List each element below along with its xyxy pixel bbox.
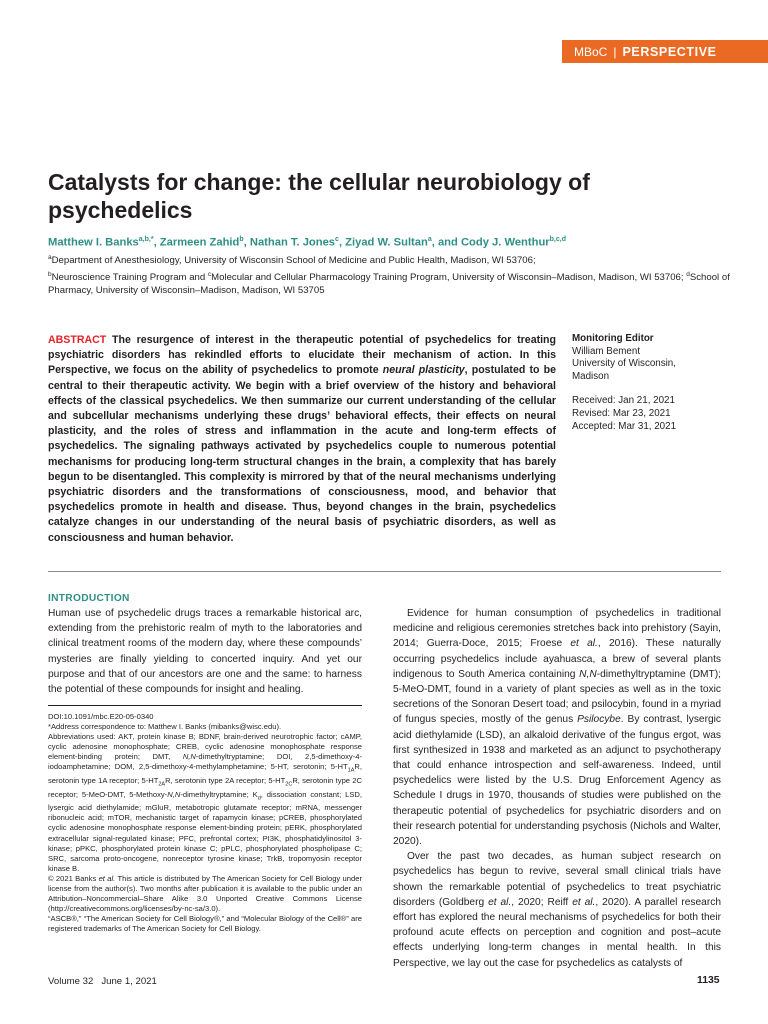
editor-name: William Bement bbox=[572, 345, 641, 357]
affil-text: Molecular and Cellular Pharmacology Training Program, University of Wisconsin–Madison, Madison, WI 53706; bbox=[211, 271, 687, 283]
accepted-date: Accepted: Mar 31, 2021 bbox=[572, 420, 677, 432]
editor-institution: Madison bbox=[572, 370, 610, 382]
correspondence: *Address correspondence to: Matthew I. Banks (mibanks@wisc.edu). bbox=[48, 722, 282, 732]
body-italic: Psilocybe bbox=[577, 714, 621, 726]
abbrev-italic: N,N bbox=[167, 789, 181, 799]
body-text: , 2020). A parallel research effort has explored the neural mechanisms of psychedelics for both their profound acute effects on perception and cognition and post–acute effects underlying long-term changes in mental health. In this Perspective, we lay out the case for psychedelics as catalysts of bbox=[393, 896, 722, 969]
body-text: Over the past two decades, as human subject research on psychedelics has begun to revive, several small clinical trials have shown the remarkable potential of psychedelics to treat psychiatric disorders (Goldberg bbox=[393, 851, 721, 908]
author-list: Matthew I. Banks$^{a,b,*}$, Zarmeen Zahid$^b$, Nathan T. Jones$^c$, Ziyad W. Sultan$^a$, and Cody J. Wenthur$^{b,c,d}$ bbox=[48, 236, 566, 249]
body-column-right bbox=[393, 606, 721, 971]
affil-text: Department of Anesthesiology, University of Wisconsin School of Medicine and Public Health, Madison, WI 53706; bbox=[51, 255, 536, 267]
intro-paragraph: Human use of psychedelic drugs traces a remarkable historical arc, extending from the prehistoric realm of myth to the laboratories and clinical treatment rooms of the modern day, where these compounds’ mysteries are finally yielding to concerted inquiry. And yet our purpose and that of our ancestors are one and the same: to harness the potential of these compounds for insight and healing. bbox=[48, 608, 362, 696]
abstract-text: The resurgence of interest in the therapeutic potential of psychedelics for treating psychiatric disorders has rekindled efforts to elucidate their mechanism of action. In this Perspective, we focus on the ability of psychedelics to promote bbox=[48, 334, 556, 377]
journal-name: MBoC bbox=[574, 44, 608, 59]
author-name: Cody J. Wenthur bbox=[460, 236, 550, 249]
received-date: Received: Jan 21, 2021 bbox=[572, 395, 675, 407]
abbrev-text: R, serotonin type 2A receptor; 5-HT bbox=[165, 776, 286, 786]
affil-mark: b bbox=[48, 270, 52, 278]
abbrev-text: Abbreviations used: AKT, protein kinase B; BDNF, brain-derived neurotrophic factor; cAMP, cyclic adenosine monophosphate; CREB, cyclic adenosine monophosphate response element-binding protein; DMT, bbox=[48, 732, 362, 762]
footnote-divider bbox=[48, 705, 362, 706]
affiliations bbox=[48, 251, 748, 298]
abbrev-sub: 2C bbox=[285, 781, 293, 788]
banner-separator: | bbox=[613, 44, 617, 59]
author-name: Matthew I. Banks bbox=[48, 236, 139, 249]
body-text: , 2016). These naturally occurring psychedelics include ayahuasca, a brew of several plants indigenous to South America containing bbox=[393, 638, 721, 680]
author-name: Nathan T. Jones bbox=[249, 236, 336, 249]
journal-banner bbox=[562, 40, 768, 63]
author-marks: c bbox=[335, 236, 339, 243]
footnotes bbox=[48, 712, 362, 935]
footer-issue bbox=[48, 976, 157, 987]
license-italic: et al. bbox=[98, 873, 116, 883]
monitoring-editor-heading: Monitoring Editor bbox=[572, 333, 654, 344]
abbrev-text: R, serotonin type 1A receptor; 5-HT bbox=[48, 762, 362, 786]
article-type: PERSPECTIVE bbox=[622, 44, 717, 59]
body-italic: et al. bbox=[570, 638, 598, 650]
author-name: Ziyad W. Sultan bbox=[345, 236, 428, 249]
doi: DOI:10.1091/mbc.E20-05-0340 bbox=[48, 712, 154, 721]
abbrev-italic: N,N bbox=[182, 752, 196, 762]
abbrev-sub: 2A bbox=[158, 781, 166, 788]
editor-institution: University of Wisconsin, bbox=[572, 358, 676, 370]
affil-mark: c bbox=[207, 270, 212, 278]
intro-heading: INTRODUCTION bbox=[48, 593, 130, 604]
volume: Volume 32 bbox=[48, 976, 94, 987]
author-marks: b,c,d bbox=[549, 236, 566, 243]
editor-sidebar bbox=[572, 333, 762, 433]
abbrev-sub: 1A bbox=[347, 767, 355, 774]
article-title: Catalysts for change: the cellular neurobiology of psychedelics bbox=[48, 169, 590, 223]
affil-text: School of Pharmacy, University of Wisconsin–Madison, Madison, WI 53705 bbox=[48, 271, 730, 297]
abbreviations bbox=[48, 732, 362, 874]
abstract-text: , postulated to be central to their therapeutic activity. We begin with a brief overview of the history and behavioral effects of the classical psychedelics. We then summarize our current understanding of the cellular and subcellular mechanisms underlying these drugs’ behavioral effects, their effects on neural plasticity, and the roles of stress and inflammation in the acute and long-term effects of psychedelics. The signaling pathways activated by psychedelics couple to numerous potential mechanisms for producing long-term structural changes in the brain, a complexity that has barely begun to be disentangled. This complexity is mirrored by that of the neural mechanisms underlying psychiatric disorders and the transformations of consciousness, mood, and behavior that psychedelics promote in health and disease. Thus, beyond changes in the brain, psychedelics catalyze changes in our understanding of the neural basis of psychiatric disorders, as well as consciousness and human behavior. bbox=[48, 364, 556, 544]
body-paragraph bbox=[393, 606, 721, 849]
body-text: . By contrast, lysergic acid diethylamide (LSD), an alkaloid derivative of the fungus ergot, was first synthesized in 1938 and marketed as an adjunct to psychotherapy that could enhance introspection and self-awareness. Indeed, until psychedelics were listed by the U.S. Drug Enforcement Agency as Schedule I drugs in 1970, thousands of studies were published on the therapeutic potential of psychedelics for psychiatric disorders and on their research potential for understanding psychosis (Nichols and Walter, 2020). bbox=[393, 714, 721, 848]
issue-date: June 1, 2021 bbox=[101, 976, 157, 987]
revised-date: Revised: Mar 23, 2021 bbox=[572, 407, 671, 419]
author-name: Zarmeen Zahid bbox=[159, 236, 240, 249]
affil-mark: d bbox=[686, 270, 690, 278]
abbrev-sub: d bbox=[257, 795, 261, 802]
abstract bbox=[48, 333, 556, 546]
abstract-label: ABSTRACT bbox=[48, 334, 107, 346]
affil-mark: a bbox=[48, 254, 52, 261]
license-text: © 2021 Banks bbox=[48, 873, 99, 883]
affil-text: Neuroscience Training Program and bbox=[51, 271, 208, 283]
body-text: Evidence for human consumption of psychedelics in traditional medicine and religious ceremonies stretches back into prehistory (Sayin, 2014; Guerra-Doce, 2015; Froese bbox=[393, 608, 721, 650]
abstract-emphasis: neural plasticity bbox=[382, 364, 465, 377]
body-italic: et al. bbox=[488, 896, 512, 908]
trademark: “ASCB®,” “The American Society for Cell Biology®,” and “Molecular Biology of the Cell®” are registered trademarks of The American Society for Cell Biology. bbox=[48, 914, 362, 934]
author-marks: a,b,* bbox=[138, 236, 154, 243]
page-number: 1135 bbox=[697, 975, 720, 986]
author-marks: b bbox=[239, 236, 244, 243]
abbrev-text: , dissociation constant; LSD, lysergic acid diethylamide; mGluR, metabotropic glutamate receptor; mRNA, messenger ribonucleic acid; mTOR, mechanistic target of rapamycin kinase; pCREB, phosphorylated cyclic adenosine monophosphate response element-binding protein; pERK, phosphorylated extracellular signal-regulated kinase; PFC, prefrontal cortex; PI3K, phosphatidylinositol 3-kinase; pPKC, phosphorylated protein kinase C; pPLC, phosphorylated phospholipase C; SRC, sarcoma proto-oncogene, nonreceptor tyrosine kinase; TrkB, tropomyosin receptor kinase B. bbox=[48, 789, 362, 873]
body-italic: et al. bbox=[572, 896, 596, 908]
author-marks: a bbox=[427, 236, 432, 243]
body-italic: N,N bbox=[579, 668, 597, 680]
license bbox=[48, 874, 362, 914]
body-text: -dimethyltryptamine (DMT); 5-MeO-DMT, found in a variety of plant species as well as in the toxic secretions of the Sonoran Desert toad; and psilocybin, found in a myriad of fungus species, mostly of the genus bbox=[393, 668, 721, 726]
body-paragraph bbox=[393, 849, 721, 971]
abbrev-text: -dimethyltryptamine; K bbox=[180, 789, 258, 799]
section-divider bbox=[48, 571, 721, 572]
abbrev-text: R, serotonin type 2C receptor; 5-MeO-DMT, 5-Methoxy- bbox=[48, 776, 362, 799]
license-text: This article is distributed by The American Society for Cell Biology under license from the author(s). Two months after publication it is available to the public under an Attribution–Noncommercial–Share Alike 3.0 Unported Creative Commons License (http://creativecommons.org/licenses/by-nc-sa/3.0). bbox=[48, 873, 362, 914]
abbrev-text: -dimethyltryptamine; DOI, 2,5-dimethoxy-4-iodoamphetamine; DOM, 2,5-dimethoxy-4-methylamphetamine; 5-HT, serotonin; 5-HT bbox=[48, 752, 362, 772]
body-text: , 2020; Reiff bbox=[511, 896, 573, 908]
